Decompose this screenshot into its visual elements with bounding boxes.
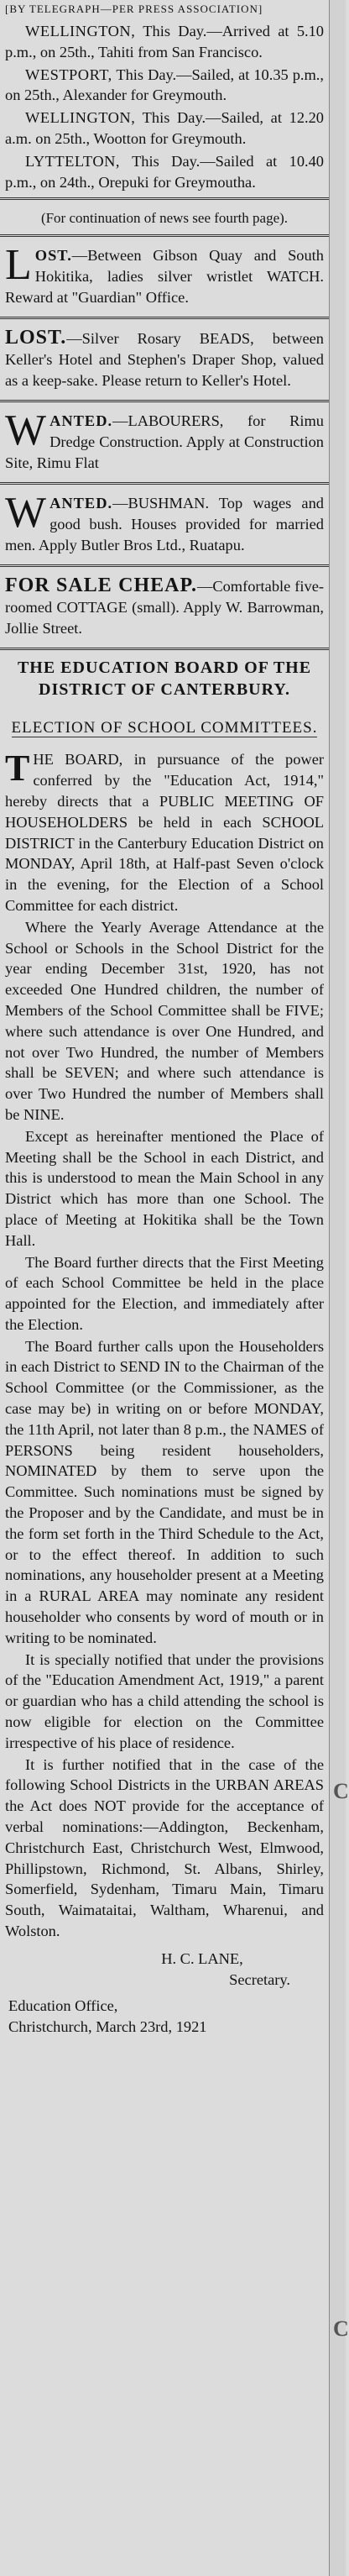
signature-name: H. C. LANE, (161, 1949, 243, 1967)
telegram-place: WELLINGTON, (25, 109, 136, 127)
divider (0, 234, 329, 237)
notice-paragraph: Where the Yearly Average Attendance at the School or Schools in the School District for the year ending December 31st, 1920, has not exceeded One Hundred children, the number of Members of the School Committee shall be FIVE; where such attendance is over One Hundred, and not over Two Hundred, the number of Members shall be SEVEN; and where such attendance is over Two Hundred the number of Members shall be NINE. (5, 918, 324, 1123)
drop-cap: L (5, 241, 32, 290)
ad-text: —BUSHMAN. Top wages and good bush. Houses provided for married men. Apply Butler Bros Ltd., Ruatapu. (5, 495, 324, 554)
divider (0, 564, 329, 567)
ad-text: —Comfortable five-roomed COTTAGE (small). Apply W. Barrowman, Jollie Street. (5, 578, 325, 637)
divider (0, 197, 329, 200)
notice-paragraph: The Board further directs that the First Meeting of each School Committee be held in the place appointed for the Election, and immediately after the Election. (5, 1253, 324, 1333)
notice-paragraph: The Board further calls upon the Householders in each District to SEND IN to the Chairman of the School Committee (or the Commissioner, as the case may be) in writing on or before MONDAY, the 11th April, not later than 8 p.m., the NAMES of PERSONS being resident householders, NOMINATED by them to serve upon the Committee. Such nominations must be signed by the Proposer and by the Candidate, and must be in the form set forth in the Third Schedule to the Act, or to the effect thereof. In addition to such nominations, any householder present at a Meeting in a RURAL AREA may nominate any resident householder who consents by word of mouth or in writing to be nominated. (5, 1337, 324, 1646)
signature-block (5, 1949, 324, 1991)
partial-glyph: C (333, 1779, 349, 1803)
notice-subheading: ELECTION OF SCHOOL COMMITTEES. (11, 719, 318, 737)
continuation-note: (For continuation of news see fourth page). (40, 210, 289, 227)
divider (0, 400, 329, 402)
ad-text: —LABOURERS, for Rimu Dredge Construction. Apply at Construction Site, Rimu Flat (5, 412, 324, 472)
adjacent-column-edge (329, 0, 349, 2576)
notice-body (5, 749, 324, 1941)
telegram-place: WESTPORT, (25, 66, 112, 83)
press-association-tag: [BY TELEGRAPH—PER PRESS ASSOCIATION] (5, 3, 263, 15)
telegram-item (5, 108, 324, 150)
telegram-text: This Day.—Sailed, at 10.35 p.m., on 25th., Alexander for Greymouth. (5, 66, 325, 104)
notice-paragraph: Except as hereinafter mentioned the Place of Meeting shall be the School in each District, and this is understood to mean the Main School in any District which has more than one School. The place of Meeting at Hokitika shall be the Town Hall. (5, 1127, 324, 1249)
notice-paragraph: It is specially notified that under the provisions of the "Education Amendment Act, 1919," a parent or guardian who has a child attending the school is now eligible for election on the Committee irrespective of his place of residence. (5, 1650, 324, 1751)
telegram-item (5, 21, 324, 63)
ad-lead: LOST. (5, 327, 67, 349)
ad-text: —Silver Rosary BEADS, between Keller's Hotel and Stephen's Draper Shop, valued as a keep-sake. Please return to Keller's Hotel. (5, 330, 324, 390)
divider (0, 317, 329, 319)
notice-paragraph: THE BOARD, in pursuance of the power conferred by the "Education Act, 1914," hereby directs that a PUBLIC MEETING OF HOUSEHOLDERS be held in each SCHOOL DISTRICT in the Canterbury Education District on MONDAY, April 18th, at Half-past Seven o'clock in the evening, for the Election of a School Committee for each district. (5, 748, 324, 914)
drop-cap: W (5, 407, 47, 455)
ad-lead: OST. (34, 247, 72, 265)
telegram-item (5, 151, 324, 193)
telegram-place: LYTTELTON, (25, 152, 120, 170)
footer-date: Christchurch, March 23rd, 1921 (8, 2017, 207, 2035)
telegram-item (5, 65, 324, 107)
drop-cap: T (5, 748, 30, 790)
ad-wanted-labourers (5, 407, 324, 474)
ad-wanted-bushman (5, 489, 324, 556)
notice-heading: THE EDUCATION BOARD OF THE DISTRICT OF CANTERBURY. (17, 658, 312, 700)
ad-lead: ANTED. (49, 495, 113, 512)
ad-lead: ANTED. (49, 412, 113, 430)
telegram-text: This Day.—Arrived at 5.10 p.m., on 25th., Tahiti from San Francisco. (5, 23, 324, 60)
notice-paragraph: It is further notified that in the case of the following School Districts in the URBAN AREAS the Act does NOT provide for the acceptance of verbal nominations:—Addington, Beckenham, Christchurch East, Christchurch West, Elmwood, Phillipstown, Richmond, St. Albans, Shirley, Somerfield, Sydenham, Timaru Main, Timaru South, Waimataitai, Waltham, Wharenui, and Wolston. (5, 1755, 324, 1939)
divider (0, 482, 329, 485)
ad-text: —Between Gibson Quay and South Hokitika, ladies silver wristlet WATCH. Reward at "Guardian" Office. (5, 247, 324, 307)
footer-office: Education Office, (8, 1996, 118, 2014)
ad-lead: FOR SALE CHEAP. (5, 574, 197, 597)
shipping-telegrams (5, 21, 324, 192)
partial-glyph: C (333, 2316, 349, 2341)
telegram-text: This Day.—Sailed at 10.40 p.m., on 24th., Orepuki for Greymoutha. (5, 152, 325, 191)
ad-lost-watch (5, 241, 324, 308)
telegram-place: WELLINGTON, (25, 23, 136, 39)
ad-for-sale (5, 575, 324, 639)
telegram-text: This Day.—Sailed, at 12.20 a.m. on 25th., Wootton for Greymouth. (5, 109, 325, 147)
notice-footer (8, 1996, 324, 2038)
signature-title: Secretary. (229, 1970, 290, 1988)
drop-cap: W (5, 489, 47, 538)
divider (0, 648, 329, 650)
ad-lost-beads (5, 328, 324, 391)
